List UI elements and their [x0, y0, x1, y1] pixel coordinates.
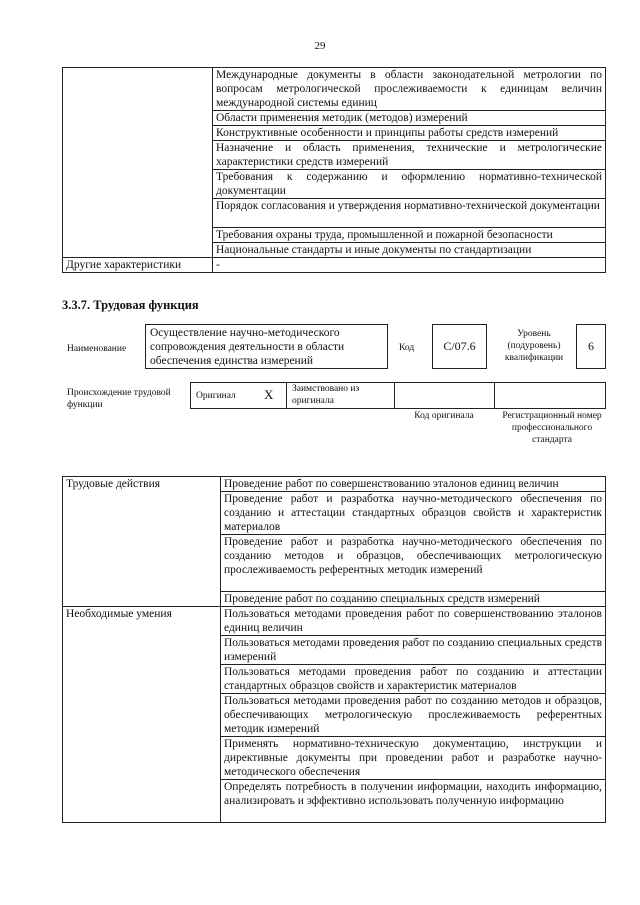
- table-row: Международные документы в области законодательной метрологии по вопросам метрологической прослеживаемости к единицам величин международной системы единиц: [213, 68, 606, 111]
- code-value: C/07.6: [432, 324, 487, 369]
- skill-row: Применять нормативно-техническую документацию, инструкции и директивные документы при проведении работ и разработке научно-методического обеспечения: [221, 737, 606, 780]
- action-row: Проведение работ и разработка научно-методического обеспечения по созданию методов и образцов, обеспечивающих метрологическую прослеживаемость референтных методик измерений: [221, 535, 606, 592]
- page-number: 29: [314, 40, 326, 52]
- function-table: [62, 476, 606, 823]
- actions-label: Трудовые действия: [63, 477, 221, 607]
- original-label: Оригинал: [196, 391, 236, 401]
- borrowed-label: Заимствовано из оригинала: [292, 384, 360, 406]
- reg-number-label: Регистрационный номер профессионального стандарта: [502, 411, 602, 445]
- code-original-label: Код оригинала: [414, 411, 474, 421]
- code-label: Код: [399, 343, 415, 353]
- divider: [286, 382, 287, 409]
- section-title: 3.3.7. Трудовая функция: [62, 298, 199, 312]
- table-row: Требования к содержанию и оформлению нормативно-технической документации: [213, 170, 606, 199]
- skill-row: Определять потребность в получении информации, находить информацию, анализировать и эффективно использовать полученную информацию: [221, 780, 606, 823]
- divider: [494, 382, 495, 409]
- skills-label: Необходимые умения: [63, 607, 221, 823]
- table-row: Национальные стандарты и иные документы по стандартизации: [213, 243, 606, 258]
- origin-label: Происхождение трудовой функции: [67, 388, 171, 410]
- skill-row: Пользоваться методами проведения работ по совершенствованию эталонов единиц величин: [221, 607, 606, 636]
- level-value: 6: [576, 324, 606, 369]
- other-characteristics-value: -: [213, 258, 606, 273]
- original-mark: X: [264, 387, 274, 402]
- table-row: Конструктивные особенности и принципы работы средств измерений: [213, 126, 606, 141]
- knowledge-table: [62, 67, 606, 273]
- skill-row: Пользоваться методами проведения работ по созданию методов и образцов, обеспечивающих метрологическую прослеживаемость референтных методик измерений: [221, 694, 606, 737]
- table-row: Области применения методик (методов) измерений: [213, 111, 606, 126]
- level-label: Уровень (подуровень) квалификации: [504, 329, 564, 363]
- name-label: Наименование: [67, 344, 127, 354]
- other-characteristics-label: Другие характеристики: [63, 258, 213, 273]
- action-row: Проведение работ и разработка научно-методического обеспечения по созданию и аттестации стандартных образцов свойств и характеристик материалов: [221, 492, 606, 535]
- origin-box: [190, 382, 606, 409]
- table-row: Требования охраны труда, промышленной и пожарной безопасности: [213, 228, 606, 243]
- divider: [394, 382, 395, 409]
- table-row: Назначение и область применения, технические и метрологические характеристики средств измерений: [213, 141, 606, 170]
- empty-label-cell: [63, 68, 213, 258]
- skill-row: Пользоваться методами проведения работ по созданию специальных средств измерений: [221, 636, 606, 665]
- action-row: Проведение работ по совершенствованию эталонов единиц величин: [221, 477, 606, 492]
- action-row: Проведение работ по созданию специальных средств измерений: [221, 592, 606, 607]
- table-row: Порядок согласования и утверждения нормативно-технической документации: [213, 199, 606, 228]
- skill-row: Пользоваться методами проведения работ по созданию и аттестации стандартных образцов свойств и характеристик материалов: [221, 665, 606, 694]
- function-name: Осуществление научно-методического сопровождения деятельности в области обеспечения единства измерений: [145, 324, 388, 369]
